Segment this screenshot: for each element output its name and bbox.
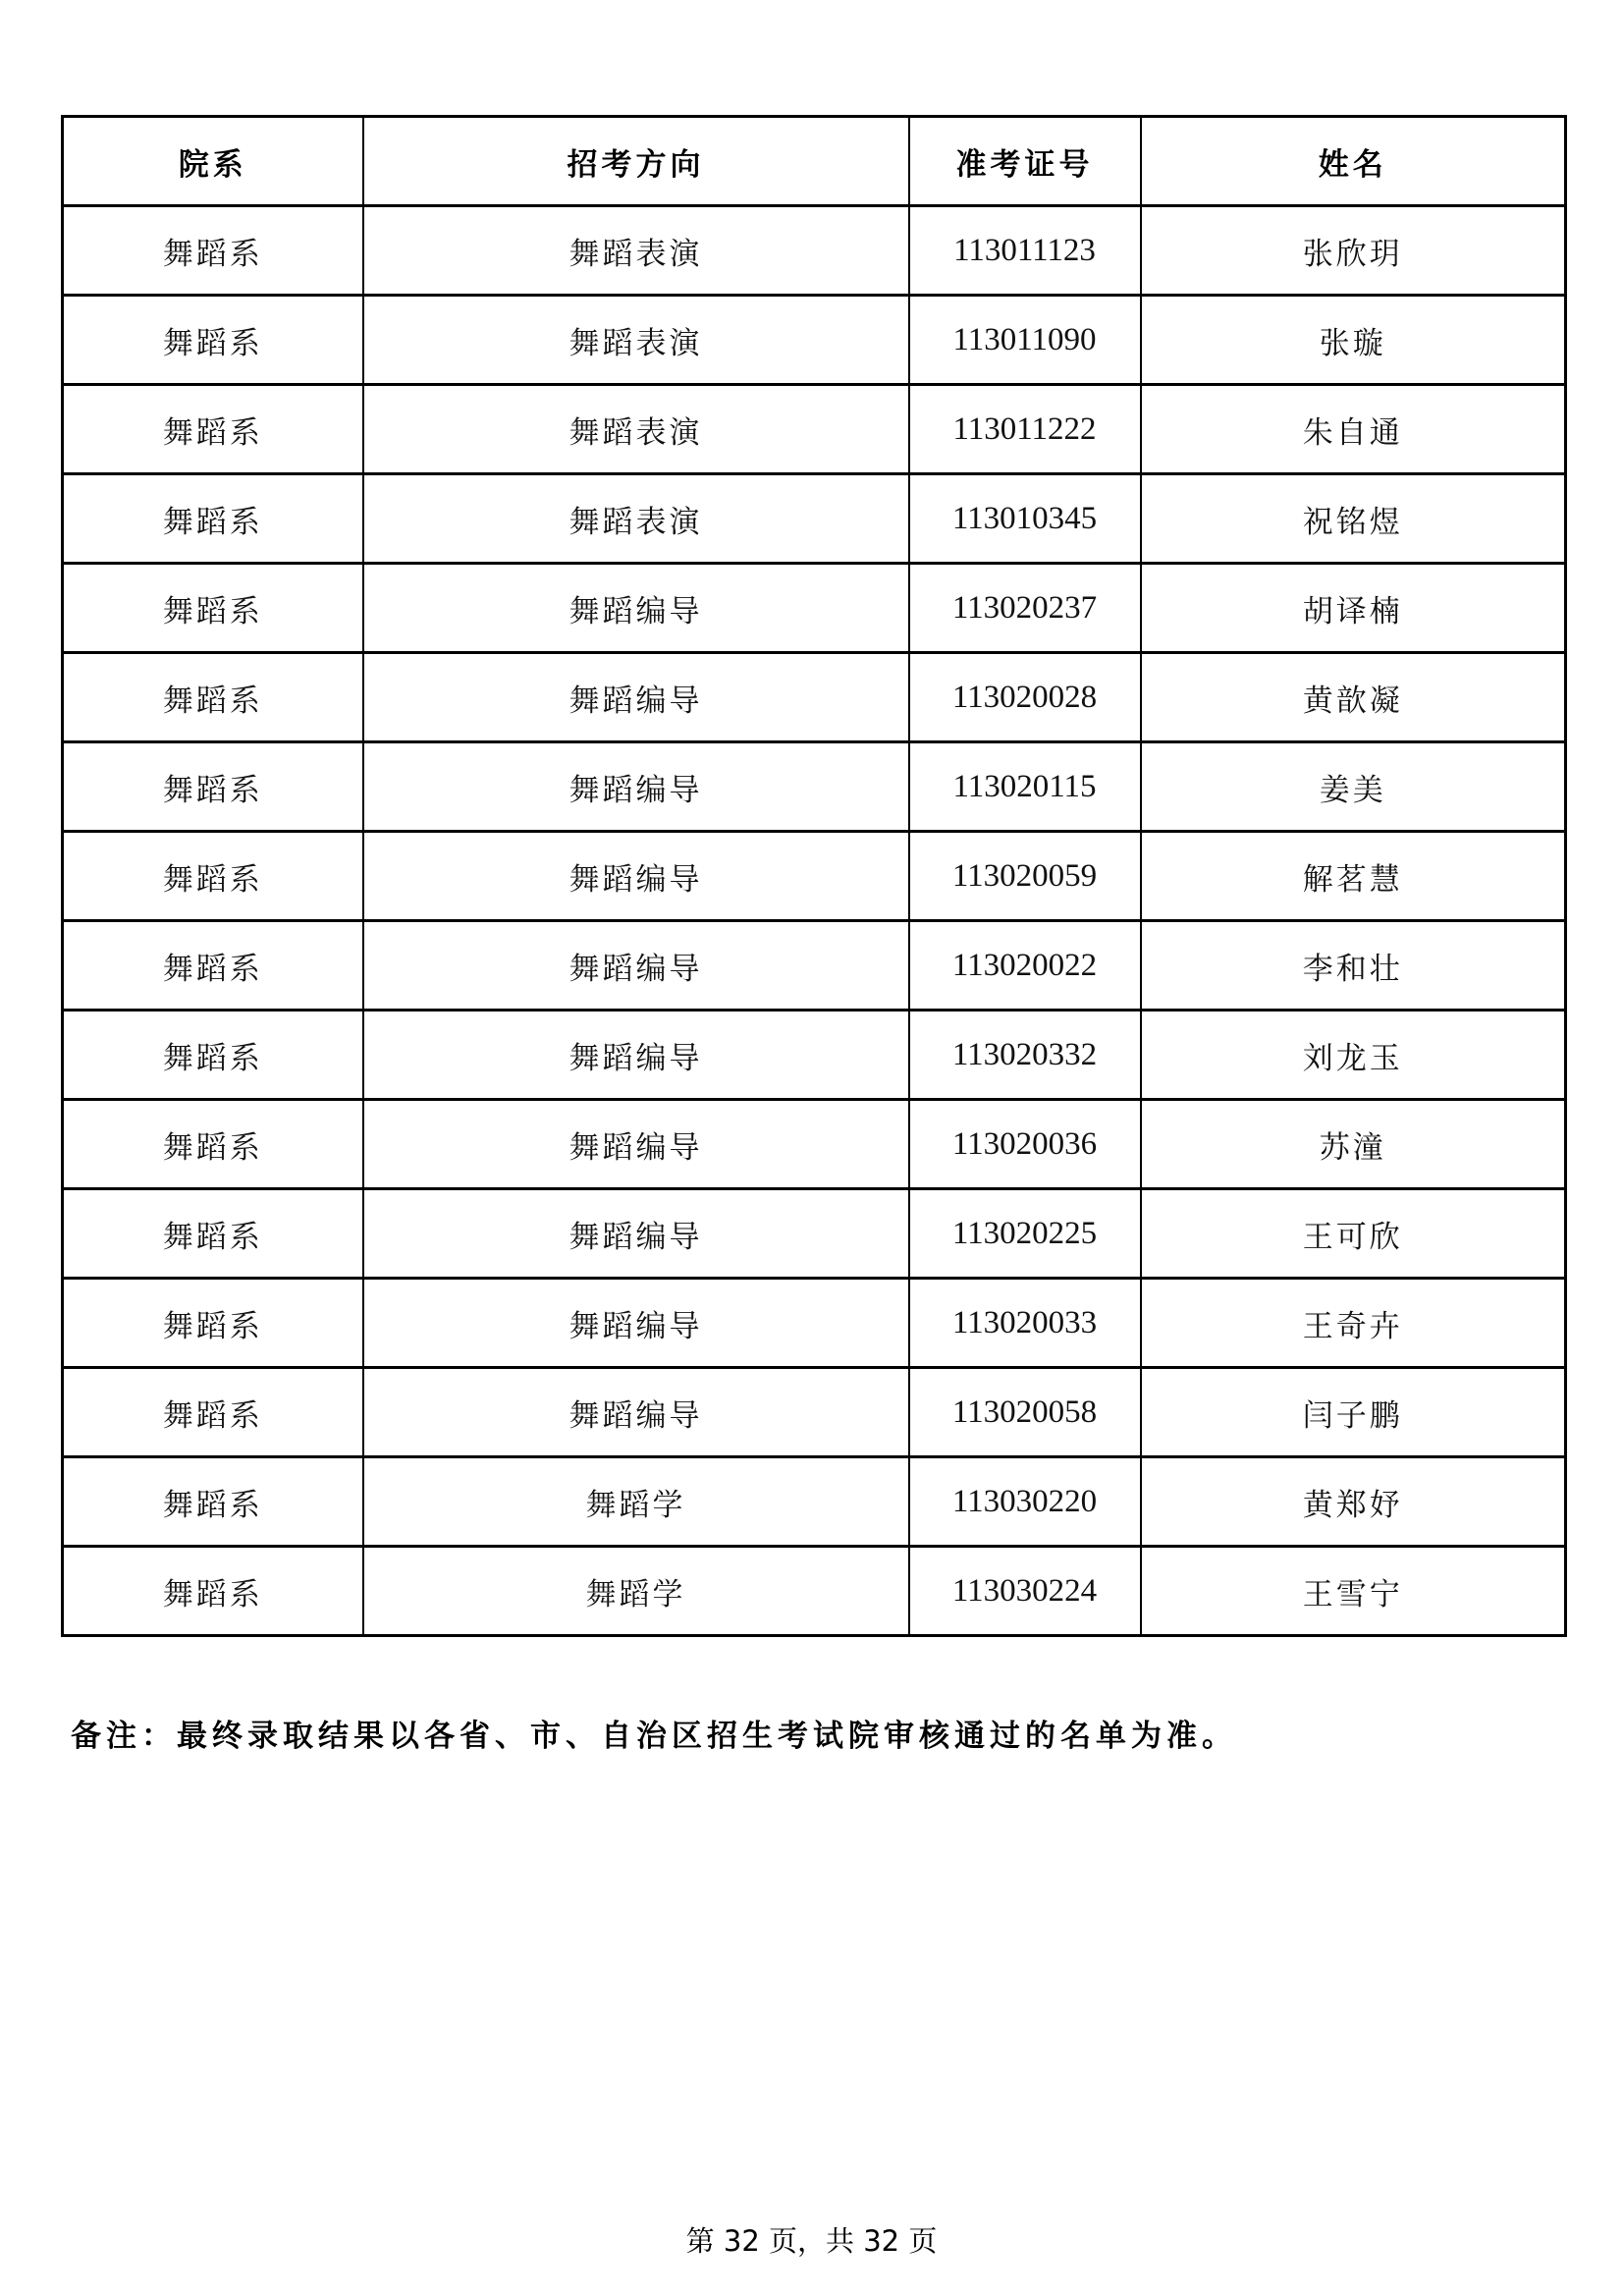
cell-name: 王可欣 xyxy=(1141,1189,1566,1279)
cell-name: 胡译楠 xyxy=(1141,564,1566,653)
cell-name: 闫子鹏 xyxy=(1141,1368,1566,1457)
header-direction: 招考方向 xyxy=(363,117,909,206)
cell-direction: 舞蹈编导 xyxy=(363,1011,909,1100)
cell-exam-id: 113020332 xyxy=(909,1011,1141,1100)
cell-exam-id: 113020022 xyxy=(909,921,1141,1011)
cell-direction: 舞蹈编导 xyxy=(363,1368,909,1457)
table-row xyxy=(63,385,1566,474)
cell-name: 朱自通 xyxy=(1141,385,1566,474)
cell-direction: 舞蹈表演 xyxy=(363,385,909,474)
table-row xyxy=(63,921,1566,1011)
page-number-footer: 第 32 页，共 32 页 xyxy=(685,2224,938,2258)
cell-department: 舞蹈系 xyxy=(63,653,363,742)
cell-name: 刘龙玉 xyxy=(1141,1011,1566,1100)
cell-department: 舞蹈系 xyxy=(63,296,363,385)
cell-exam-id: 113030224 xyxy=(909,1547,1141,1636)
cell-department: 舞蹈系 xyxy=(63,921,363,1011)
cell-name: 解茗慧 xyxy=(1141,832,1566,921)
table-row xyxy=(63,742,1566,832)
cell-exam-id: 113020058 xyxy=(909,1368,1141,1457)
table-row xyxy=(63,206,1566,296)
cell-exam-id: 113020237 xyxy=(909,564,1141,653)
header-department: 院系 xyxy=(63,117,363,206)
cell-direction: 舞蹈学 xyxy=(363,1547,909,1636)
cell-exam-id: 113030220 xyxy=(909,1457,1141,1547)
table-row xyxy=(63,1457,1566,1547)
cell-direction: 舞蹈表演 xyxy=(363,296,909,385)
table-header-row xyxy=(63,117,1566,206)
cell-department: 舞蹈系 xyxy=(63,832,363,921)
cell-direction: 舞蹈表演 xyxy=(363,474,909,564)
footnote-remark: 备注：最终录取结果以各省、市、自治区招生考试院审核通过的名单为准。 xyxy=(71,1719,1237,1754)
cell-department: 舞蹈系 xyxy=(63,1457,363,1547)
cell-direction: 舞蹈编导 xyxy=(363,1189,909,1279)
cell-name: 姜美 xyxy=(1141,742,1566,832)
cell-direction: 舞蹈编导 xyxy=(363,1100,909,1189)
cell-direction: 舞蹈学 xyxy=(363,1457,909,1547)
cell-department: 舞蹈系 xyxy=(63,474,363,564)
table-row xyxy=(63,1011,1566,1100)
cell-department: 舞蹈系 xyxy=(63,564,363,653)
cell-exam-id: 113020059 xyxy=(909,832,1141,921)
cell-direction: 舞蹈编导 xyxy=(363,742,909,832)
cell-name: 李和壮 xyxy=(1141,921,1566,1011)
cell-department: 舞蹈系 xyxy=(63,1279,363,1368)
cell-exam-id: 113020033 xyxy=(909,1279,1141,1368)
cell-name: 祝铭煜 xyxy=(1141,474,1566,564)
cell-name: 黄郑妤 xyxy=(1141,1457,1566,1547)
cell-exam-id: 113011222 xyxy=(909,385,1141,474)
cell-direction: 舞蹈编导 xyxy=(363,832,909,921)
cell-name: 王奇卉 xyxy=(1141,1279,1566,1368)
cell-department: 舞蹈系 xyxy=(63,1100,363,1189)
table-row xyxy=(63,1368,1566,1457)
cell-department: 舞蹈系 xyxy=(63,385,363,474)
cell-name: 黄歆凝 xyxy=(1141,653,1566,742)
table-row xyxy=(63,1279,1566,1368)
cell-name: 王雪宁 xyxy=(1141,1547,1566,1636)
cell-department: 舞蹈系 xyxy=(63,206,363,296)
header-name: 姓名 xyxy=(1141,117,1566,206)
table-row xyxy=(63,296,1566,385)
admission-roster-table xyxy=(61,115,1567,1637)
cell-department: 舞蹈系 xyxy=(63,1547,363,1636)
cell-department: 舞蹈系 xyxy=(63,742,363,832)
cell-direction: 舞蹈编导 xyxy=(363,921,909,1011)
cell-exam-id: 113020028 xyxy=(909,653,1141,742)
cell-exam-id: 113020036 xyxy=(909,1100,1141,1189)
cell-department: 舞蹈系 xyxy=(63,1368,363,1457)
cell-name: 张璇 xyxy=(1141,296,1566,385)
cell-direction: 舞蹈编导 xyxy=(363,1279,909,1368)
table-row xyxy=(63,474,1566,564)
cell-direction: 舞蹈表演 xyxy=(363,206,909,296)
cell-exam-id: 113020225 xyxy=(909,1189,1141,1279)
cell-direction: 舞蹈编导 xyxy=(363,564,909,653)
table-row xyxy=(63,1547,1566,1636)
cell-name: 张欣玥 xyxy=(1141,206,1566,296)
cell-department: 舞蹈系 xyxy=(63,1189,363,1279)
table-row xyxy=(63,832,1566,921)
header-exam-id: 准考证号 xyxy=(909,117,1141,206)
cell-direction: 舞蹈编导 xyxy=(363,653,909,742)
table-row xyxy=(63,1100,1566,1189)
cell-name: 苏潼 xyxy=(1141,1100,1566,1189)
cell-exam-id: 113010345 xyxy=(909,474,1141,564)
table-row xyxy=(63,653,1566,742)
cell-exam-id: 113011123 xyxy=(909,206,1141,296)
cell-department: 舞蹈系 xyxy=(63,1011,363,1100)
table-row xyxy=(63,564,1566,653)
cell-exam-id: 113020115 xyxy=(909,742,1141,832)
cell-exam-id: 113011090 xyxy=(909,296,1141,385)
table-row xyxy=(63,1189,1566,1279)
